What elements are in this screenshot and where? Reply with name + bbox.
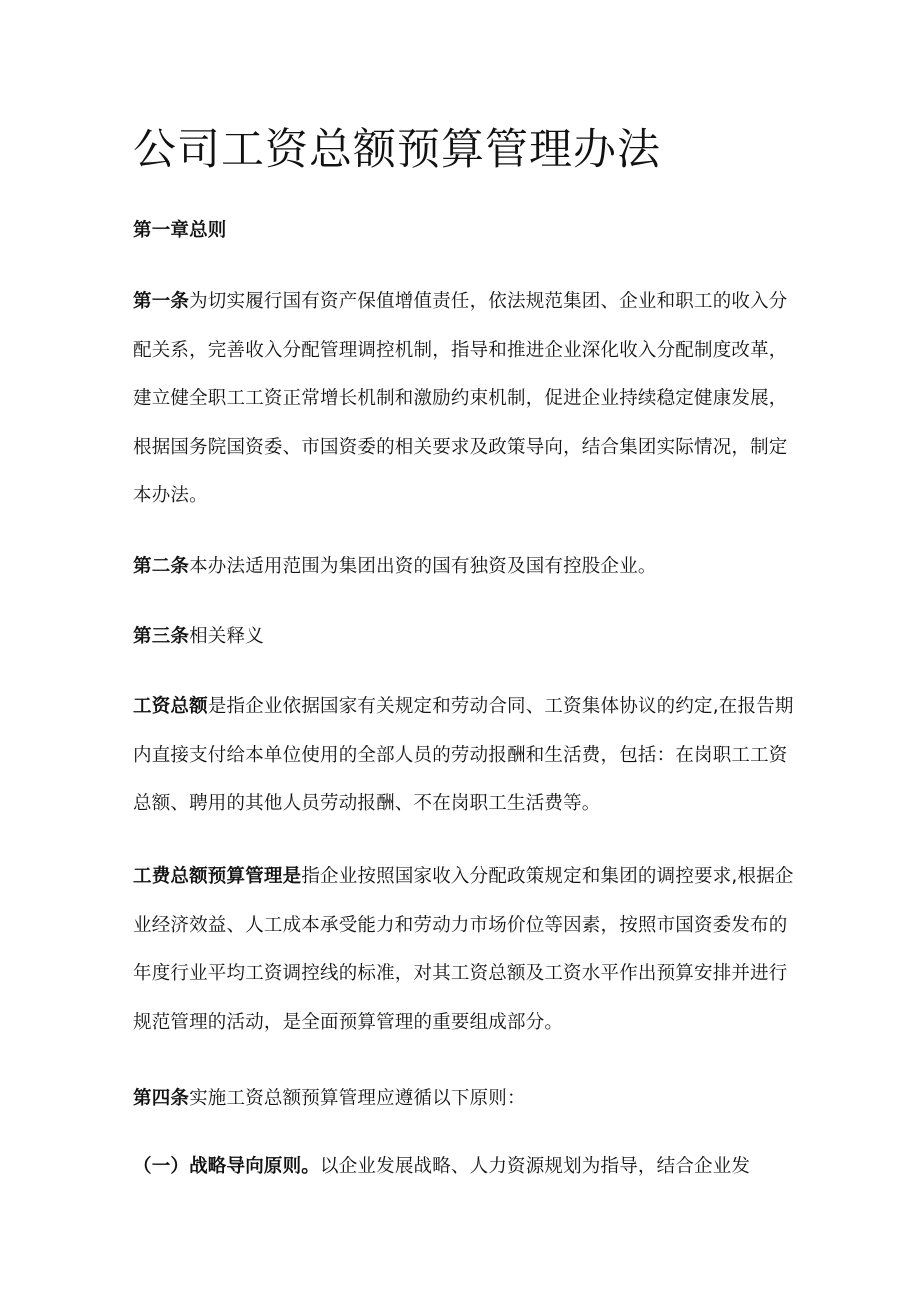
definition-wage-total xyxy=(133,683,801,829)
definition-budget-management xyxy=(133,853,801,1047)
principle-1-label: （一）战略导向原则。 xyxy=(133,1156,321,1177)
article-4-text: 实施工资总额预算管理应遵循以下原则： xyxy=(189,1088,526,1109)
principle-1-text: 以企业发展战略、人力资源规划为指导，结合企业发 xyxy=(320,1156,751,1177)
definition-budget-management-term: 工费总额预算管理是 xyxy=(133,866,302,887)
article-1-text: 为切实履行国有资产保值增值责任，依法规范集团、企业和职工的收入分配关系，完善收入分配管理调控机制，指导和推进企业深化收入分配制度改革，建立健全职工工资正常增长机制和激励约束机制，促进企业持续稳定健康发展，根据国务院国资委、市国资委的相关要求及政策导向，结合集团实际情况，制定本办法。 xyxy=(133,291,788,506)
definition-budget-management-text: 指企业按照国家收入分配政策规定和集团的调控要求,根据企业经济效益、人工成本承受能力和劳动力市场价位等因素，按照市国资委发布的年度行业平均工资调控线的标准，对其工资总额及工资水平作出预算安排并进行规范管理的活动，是全面预算管理的重要组成部分。 xyxy=(133,866,794,1033)
article-3-label: 第三条 xyxy=(133,626,190,647)
article-4-label: 第四条 xyxy=(133,1088,190,1109)
article-3 xyxy=(133,613,801,662)
article-1 xyxy=(133,278,801,521)
article-2-label: 第二条 xyxy=(133,556,190,577)
article-2-text: 本办法适用范围为集团出资的国有独资及国有控股企业。 xyxy=(189,556,657,577)
article-2 xyxy=(133,543,801,592)
article-3-text: 相关释义 xyxy=(189,626,264,647)
chapter-heading: 第一章总则 xyxy=(133,220,227,241)
principle-1 xyxy=(133,1143,801,1192)
article-1-label: 第一条 xyxy=(133,291,190,312)
document-title: 公司工资总额预算管理办法 xyxy=(133,125,661,175)
definition-wage-total-term: 工资总额 xyxy=(133,696,208,717)
definition-wage-total-text: 是指企业依据国家有关规定和劳动合同、工资集体协议的约定,在报告期内直接支付给本单位使用的全部人员的劳动报酬和生活费，包括：在岗职工工资总额、聘用的其他人员劳动报酬、不在岗职工生活费等。 xyxy=(133,696,794,814)
article-4 xyxy=(133,1075,801,1124)
